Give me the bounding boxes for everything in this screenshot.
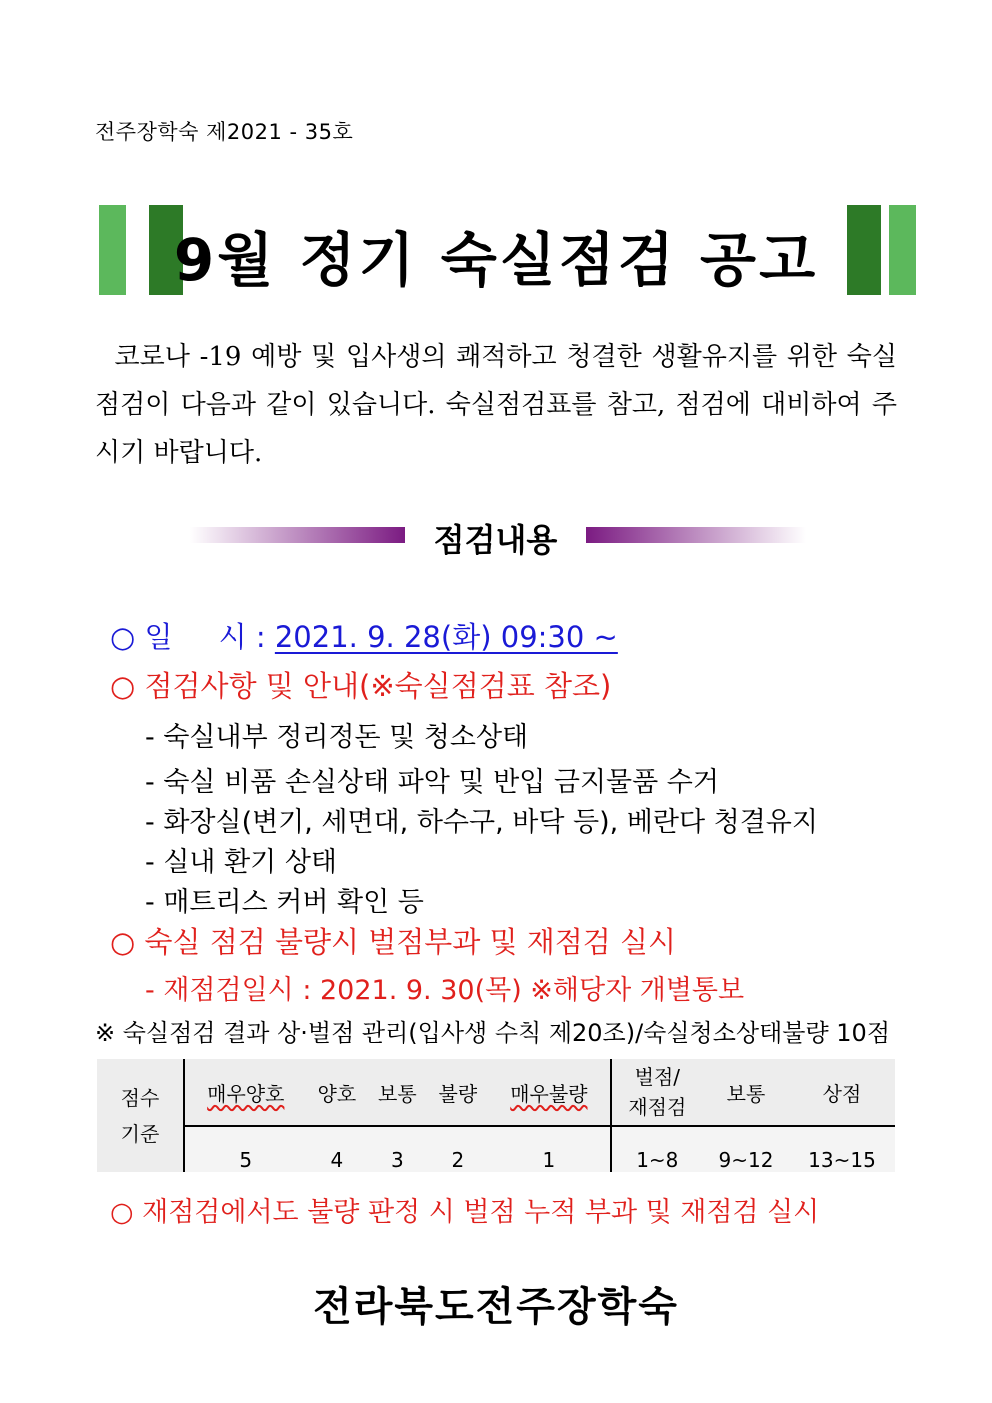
header-label: 양호 [317,1081,357,1106]
section-title: 점검내용 [433,521,558,559]
list-item: - 숙실내부 정리정돈 및 청소상태 [145,722,529,753]
title-banner [0,205,992,297]
table-cell: 1 [488,1126,611,1172]
header-label: 벌점/ [634,1065,681,1089]
title-bar-right-inner [847,205,881,295]
header-very-bad [488,1059,611,1126]
final-note: ○ 재점검에서도 불량 판정 시 벌점 누적 부과 및 재점검 실시 [110,1197,820,1228]
header-good [307,1059,368,1126]
schedule-label: 일 시 : [144,620,266,654]
title-bar-right-outer [889,205,916,295]
table-cell: 13~15 [789,1126,895,1172]
penalty-heading: ○ 숙실 점검 불량시 벌점부과 및 재점검 실시 [110,925,677,959]
header-penalty-recheck [611,1059,703,1126]
list-item: - 실내 환기 상태 [145,847,337,878]
intro-paragraph [95,333,897,477]
page-title: 9월 정기 숙실점검 공고 [173,226,819,294]
score-table [97,1059,895,1172]
table-cell: 4 [307,1126,368,1172]
score-note: ※ 숙실점검 결과 상·벌점 관리(입사생 수칙 제20조)/숙실청소상태불량 10점 [95,1019,890,1047]
schedule-bullet: ○ [110,620,136,654]
table-cell: 2 [428,1126,489,1172]
header-normal-2 [703,1059,789,1126]
header-bad [428,1059,489,1126]
row-label-score: 점수 [120,1085,160,1110]
header-label: 보통 [378,1081,417,1106]
schedule-date: 2021. 9. 28(화) 09:30 ~ [274,620,618,654]
header-label: 매우불량 [510,1081,588,1106]
header-label: 불량 [438,1081,478,1106]
header-label: 보통 [726,1081,766,1106]
section-divider-right [586,527,806,543]
header-merit [789,1059,895,1126]
row-label-cell [97,1059,184,1172]
list-item: - 화장실(변기, 세면대, 하수구, 바닥 등), 베란다 청결유지 [145,807,818,838]
header-label: 재점검 [628,1095,687,1119]
table-row [97,1126,895,1172]
list-item: - 숙실 비품 손실상태 파악 및 반입 금지물품 수거 [145,767,719,798]
table-cell: 5 [184,1126,307,1172]
header-very-good [184,1059,307,1126]
issuer-signature: 전라북도전주장학숙 [313,1283,679,1330]
recheck-line: - 재점검일시 : 2021. 9. 30(목) ※해당자 개별통보 [145,975,745,1006]
row-label-criteria: 기준 [120,1121,160,1146]
section-header [0,515,992,559]
header-label: 상점 [822,1081,862,1106]
table-cell: 3 [367,1126,428,1172]
list-item: - 매트리스 커버 확인 등 [145,887,424,918]
header-normal [367,1059,428,1126]
section-divider-left [190,527,405,543]
intro-text: 코로나 -19 예방 및 입사생의 쾌적하고 청결한 생활유지를 위한 숙실 점검이 다음과 같이 있습니다. 숙실점검표를 참고, 점검에 대비하여 주시기 바랍니다. [95,342,897,468]
document-number: 전주장학숙 제2021 - 35호 [95,120,354,144]
table-cell: 9~12 [703,1126,789,1172]
items-heading: ○ 점검사항 및 안내(※숙실점검표 참조) [110,669,612,703]
header-label: 매우양호 [207,1081,285,1106]
table-cell: 1~8 [611,1126,703,1172]
schedule-line [110,615,618,656]
